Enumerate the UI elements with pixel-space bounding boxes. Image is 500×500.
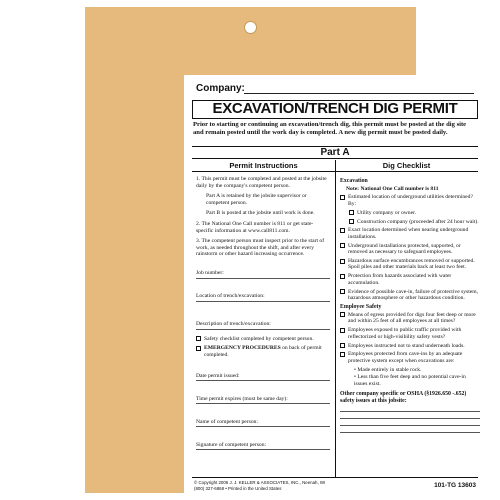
permit-title: EXCAVATION/TRENCH DIG PERMIT: [192, 100, 478, 119]
other-issues-heading: Other company specific or OSHA (§1926.650 -.652) safety issues at this jobsite:: [340, 390, 467, 404]
checklist-item-cave-in[interactable]: [340, 289, 480, 302]
time-expires-field[interactable]: [196, 387, 330, 404]
job-number-field[interactable]: [196, 262, 330, 279]
company-label: Company:: [196, 83, 245, 94]
copyright-notice: [194, 480, 374, 491]
competent-signature-field[interactable]: [196, 433, 330, 450]
checklist-item-label: Protection from hazards associated with water accumulation.: [348, 273, 452, 286]
exception-stable-rock: • Made entirely in stable rock.: [354, 366, 422, 373]
checkbox[interactable]: [196, 346, 201, 351]
checkbox[interactable]: [349, 219, 354, 224]
description-field[interactable]: [196, 308, 330, 330]
other-issues-line[interactable]: [340, 405, 480, 412]
safety-checklist-row[interactable]: [196, 336, 330, 343]
exception-shallow: • Less than five feet deep and no potential cave-in issues exist.: [354, 374, 466, 387]
checklist-item-egress[interactable]: [340, 312, 480, 325]
emergency-procedures-label: [204, 345, 330, 358]
checklist-item-label: Utility company or owner.: [357, 209, 417, 216]
emergency-procedures-rest: on back of permit completed.: [204, 345, 322, 358]
footer-rule: [192, 477, 478, 478]
checklist-item-label: Underground installations protected, supported, or removed as necessary to safeguard employees.: [348, 242, 461, 256]
permit-sheet: [184, 75, 486, 495]
checkbox[interactable]: [349, 210, 354, 215]
safety-checklist-label: Safety checklist completed by competent person.: [204, 335, 314, 342]
one-call-note: Note: National One Call number is 811: [346, 185, 439, 192]
checkbox[interactable]: [196, 336, 201, 341]
checklist-item-label: Construction company (proceeded after 24 hour wait).: [357, 218, 479, 225]
checklist-item-label: Employees instructed not to stand underneath loads.: [348, 342, 465, 349]
permit-instructions: [196, 176, 330, 450]
checkbox[interactable]: [340, 195, 345, 200]
checklist-item-utilities[interactable]: [340, 194, 480, 207]
checklist-item-label: Means of egress provided for digs four feet deep or more and within 25 feet of all employees at all times?: [348, 311, 476, 325]
checklist-item-label: Hazardous surface encumbrances removed or supported. Spoil piles and other materials back at least two feet.: [348, 258, 475, 271]
emergency-procedures-row[interactable]: [196, 345, 330, 358]
other-issues-line[interactable]: [340, 426, 480, 433]
checklist-item-safety-vests[interactable]: [340, 327, 480, 340]
location-field[interactable]: [196, 285, 330, 302]
checkbox[interactable]: [340, 289, 345, 294]
emergency-procedures-bold: EMERGENCY PROCEDURES: [204, 345, 281, 352]
date-issued-label: Date permit issued:: [196, 372, 240, 379]
checkbox[interactable]: [340, 343, 345, 348]
checkbox[interactable]: [340, 312, 345, 317]
other-issues-line[interactable]: [340, 419, 480, 426]
checklist-item-installations-protected[interactable]: [340, 243, 480, 256]
hanger-hole: [244, 21, 257, 34]
instruction-3: 3. The competent person must inspect prior to the start of work, as needed throughout the shift, and after every rainstorm or other hazard increasing occurrence.: [196, 238, 325, 258]
checkbox[interactable]: [340, 228, 345, 233]
checkbox[interactable]: [340, 328, 345, 333]
permit-tag: [85, 7, 479, 493]
column-divider: [335, 160, 336, 477]
description-label: Description of trench/excavation:: [196, 321, 271, 328]
checklist-item-loads[interactable]: [340, 343, 480, 349]
checklist-item-utility-owner[interactable]: [340, 210, 480, 216]
checklist-item-water[interactable]: [340, 273, 480, 286]
part-heading: Part A: [192, 146, 478, 159]
job-number-label: Job number:: [196, 270, 224, 277]
competent-name-label: Name of competent person:: [196, 418, 258, 425]
checkbox[interactable]: [340, 243, 345, 248]
checklist-item-label: Estimated location of underground utilities determined? By:: [348, 194, 473, 207]
instruction-1: 1. This permit must be completed and posted at the jobsite daily by the company's competent person.: [196, 176, 327, 189]
company-line: [244, 93, 474, 94]
time-expires-label: Time permit expires (must be same day):: [196, 395, 288, 402]
dig-checklist: [340, 176, 480, 433]
location-label: Location of trench/excavation:: [196, 293, 265, 300]
instruction-part-b: Part B is posted at the jobsite until work is done.: [206, 210, 315, 217]
copyright-line: © Copyright 2006 J. J. KELLER & ASSOCIATES, INC., Neenah, WI: [194, 480, 326, 485]
checklist-item-exact-location[interactable]: [340, 227, 480, 240]
product-code: 101-TG 13603: [434, 482, 476, 489]
company-field[interactable]: [196, 83, 476, 97]
excavation-heading: Excavation: [340, 178, 368, 184]
checklist-item-label: Evidence of possible cave-in, failure of protective system, hazardous atmosphere or other hazardous condition.: [348, 288, 479, 302]
contact-line: (800) 327-6868 • Printed in the United States: [194, 485, 282, 491]
checkbox[interactable]: [340, 259, 345, 264]
checklist-item-label: Employees exposed to public traffic provided with reflectorized or high-visibility safety vests?: [348, 327, 462, 340]
instruction-2: 2. The National One Call number is 811 or get state-specific information at www.call811.com.: [196, 220, 314, 234]
checklist-item-label: Exact location determined when nearing underground installations.: [348, 227, 469, 240]
checklist-item-surface-encumbrances[interactable]: [340, 258, 480, 271]
instruction-part-a: Part A is retained by the jobsite supervisor or competent person.: [206, 193, 307, 206]
checkbox[interactable]: [340, 352, 345, 357]
date-issued-field[interactable]: [196, 364, 330, 381]
permit-instructions-heading: Permit Instructions: [192, 160, 335, 172]
checklist-item-cave-in-protection[interactable]: [340, 351, 480, 364]
competent-signature-label: Signature of competent person:: [196, 441, 267, 448]
checkbox[interactable]: [340, 274, 345, 279]
other-issues-line[interactable]: [340, 412, 480, 419]
intro-text: Prior to starting or continuing an excavation/trench dig, this permit must be posted at the dig site and remain posted until the work day is completed. A new dig permit must be posted daily.: [193, 121, 467, 136]
employee-safety-heading: Employee Safety: [340, 304, 382, 310]
competent-name-field[interactable]: [196, 410, 330, 427]
dig-checklist-heading: Dig Checklist: [335, 160, 478, 172]
checklist-item-label: Employees protected from cave-ins by an adequate protective system except when excavations are:: [348, 351, 463, 364]
checklist-item-construction-company[interactable]: [340, 219, 480, 225]
